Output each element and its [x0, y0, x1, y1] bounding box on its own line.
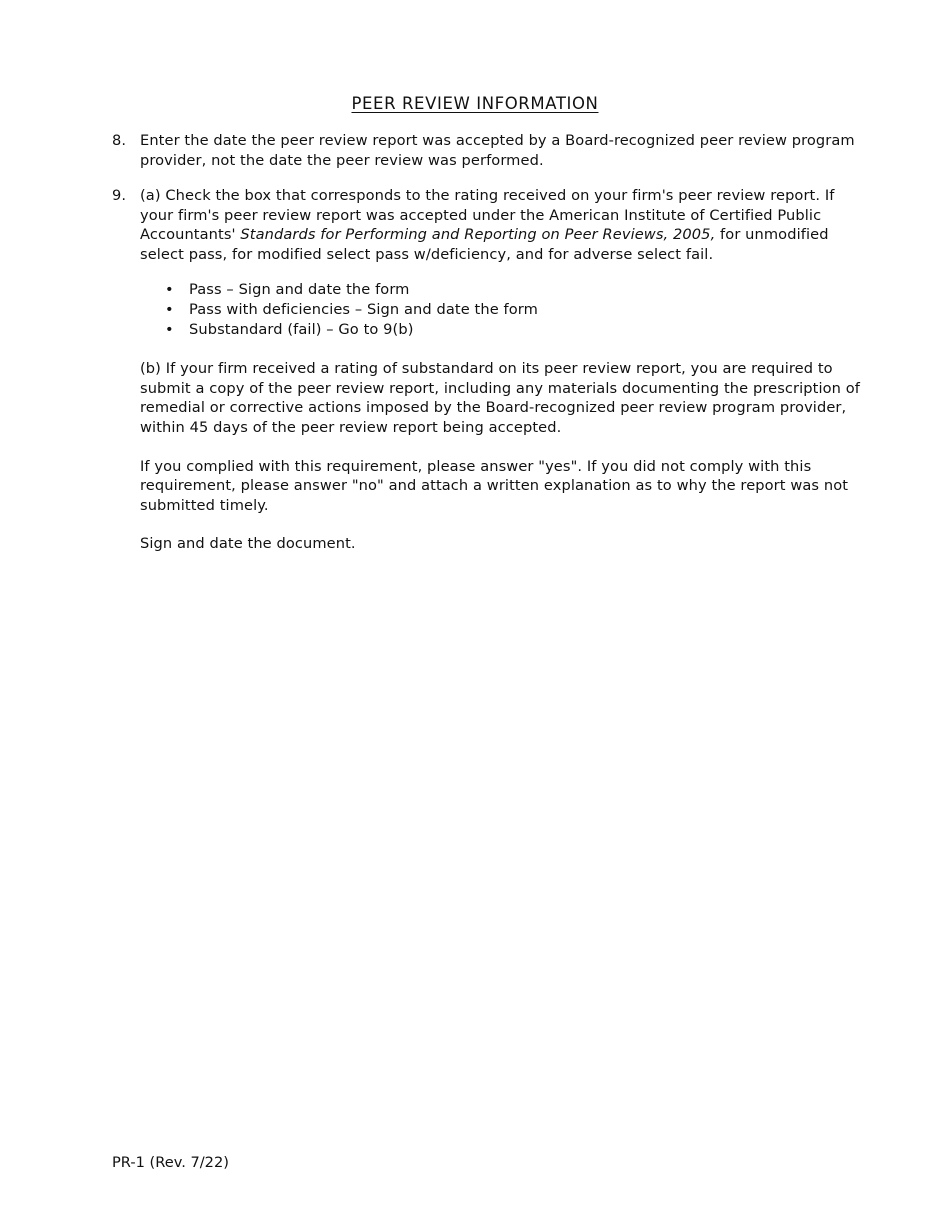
item-8-number: 8. [112, 132, 127, 149]
item-9a-standards-title: Standards for Performing and Reporting on Peer Reviews, 2005, [240, 226, 716, 244]
item-8-text: Enter the date the peer review report was accepted by a Board-recognized peer review program provider, not the date the peer review was performed. [140, 132, 855, 169]
item-9a-paragraph [140, 186, 872, 264]
item-9-number: 9. [112, 187, 127, 204]
item-9a-suffix: for unmodified select pass, for modified select pass w/deficiency, and for adverse select fail. [140, 226, 829, 263]
bullet-icon: • [165, 281, 174, 299]
bullet-icon: • [165, 320, 174, 338]
rating-pass: Pass – Sign and date the form [189, 281, 410, 299]
instruction-item-8 [112, 131, 872, 170]
rating-bullet-list [140, 280, 872, 339]
instruction-item-9 [112, 186, 872, 554]
list-item [164, 300, 872, 320]
list-item [164, 280, 872, 300]
item-9b-paragraph: (b) If your firm received a rating of substandard on its peer review report, you are required to submit a copy of the peer review report, including any materials documenting the prescription of remedial or corrective actions imposed by the Board-recognized peer review program provider, within 45 days of the peer review report being accepted. [140, 360, 861, 436]
bullet-icon: • [165, 300, 174, 318]
rating-pass-with-deficiencies: Pass with deficiencies – Sign and date the form [189, 300, 538, 318]
compliance-paragraph: If you complied with this requirement, please answer "yes". If you did not comply with this requirement, please answer "no" and attach a written explanation as to why the report was not submitted timely. [140, 457, 849, 514]
page-title: PEER REVIEW INFORMATION [351, 94, 599, 113]
list-item [164, 320, 872, 340]
rating-substandard: Substandard (fail) – Go to 9(b) [189, 320, 414, 338]
sign-instruction: Sign and date the document. [140, 535, 356, 553]
item-9a-prefix: (a) Check the box that corresponds to the rating received on your firm's peer review report. If your firm's peer review report was accepted under the American Institute of Certified Public Accountants' [140, 187, 835, 244]
form-revision-footer: PR-1 (Rev. 7/22) [112, 1154, 229, 1171]
